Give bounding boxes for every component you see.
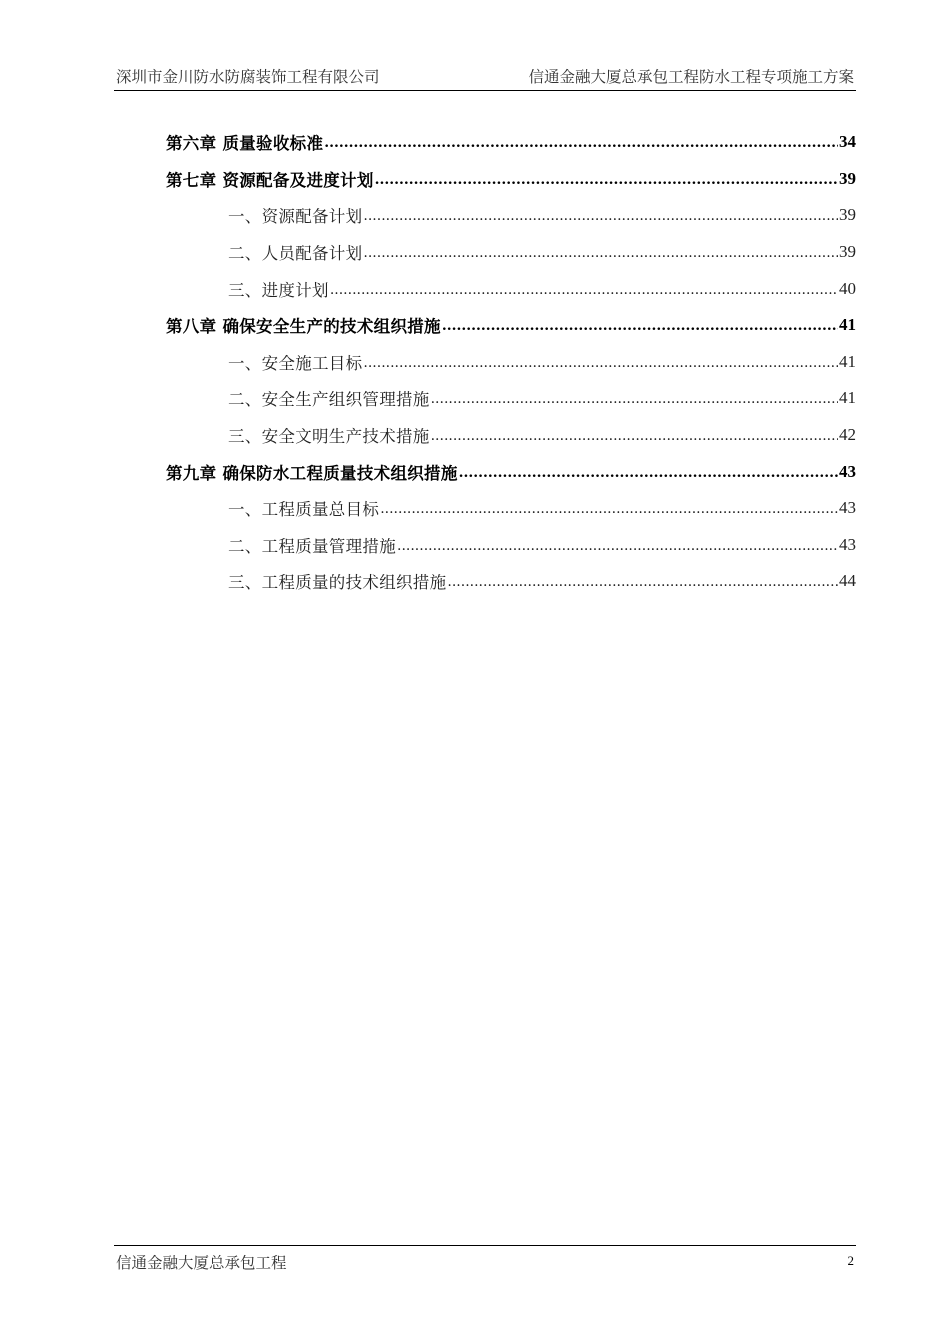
toc-entry-page: 44 (839, 571, 856, 591)
page-footer (114, 1245, 856, 1272)
toc-dot-leader (397, 538, 838, 554)
toc-entry-label: 第六章 质量验收标准 (166, 134, 324, 154)
toc-entry-page: 41 (839, 315, 856, 335)
toc-entry-label: 第九章 确保防水工程质量技术组织措施 (166, 463, 458, 483)
toc-entry[interactable] (166, 197, 856, 234)
toc-entry-label: 三、进度计划 (228, 280, 329, 300)
toc-dot-leader (447, 574, 838, 590)
toc-entry-label: 第八章 确保安全生产的技术组织措施 (166, 317, 441, 337)
toc-entry-page: 41 (839, 388, 856, 408)
toc-entry[interactable] (166, 527, 856, 564)
toc-entry-page: 43 (839, 498, 856, 518)
header-document-title: 信通金融大厦总承包工程防水工程专项施工方案 (528, 68, 854, 86)
toc-entry-page: 41 (839, 351, 856, 371)
toc-entry-page: 42 (839, 425, 856, 445)
toc-dot-leader (324, 135, 838, 151)
toc-entry[interactable] (166, 380, 856, 417)
toc-entry-label: 二、人员配备计划 (228, 244, 363, 264)
toc-dot-leader (375, 172, 838, 188)
toc-entry[interactable] (166, 417, 856, 454)
header-company: 深圳市金川防水防腐装饰工程有限公司 (116, 68, 380, 86)
toc-entry[interactable] (166, 124, 856, 161)
toc-dot-leader (459, 465, 838, 481)
toc-entry[interactable] (166, 270, 856, 307)
toc-dot-leader (380, 501, 838, 517)
toc-entry[interactable] (166, 234, 856, 271)
toc-dot-leader (431, 428, 838, 444)
toc-entry-label: 一、安全施工目标 (228, 353, 363, 373)
page-header (114, 66, 856, 91)
toc-entry-label: 一、资源配备计划 (228, 207, 363, 227)
toc-entry-label: 二、工程质量管理措施 (228, 536, 396, 556)
toc-entry[interactable] (166, 161, 856, 198)
toc-entry[interactable] (166, 344, 856, 381)
toc-entry-page: 43 (839, 461, 856, 481)
toc-entry-label: 一、工程质量总目标 (228, 500, 380, 520)
toc-entry-label: 二、安全生产组织管理措施 (228, 390, 430, 410)
toc-entry-page: 40 (839, 278, 856, 298)
toc-entry[interactable] (166, 453, 856, 490)
toc-dot-leader (363, 355, 838, 371)
toc-entry-page: 39 (839, 168, 856, 188)
toc-dot-leader (363, 245, 838, 261)
toc-entry-label: 第七章 资源配备及进度计划 (166, 170, 374, 190)
page-number: 2 (847, 1253, 854, 1268)
toc-entry-page: 39 (839, 242, 856, 262)
toc-entry[interactable] (166, 307, 856, 344)
toc-entry-label: 三、安全文明生产技术措施 (228, 427, 430, 447)
footer-project-name: 信通金融大厦总承包工程 (116, 1254, 287, 1272)
toc-dot-leader (442, 318, 838, 334)
toc-dot-leader (330, 282, 838, 298)
toc-entry-page: 34 (839, 132, 856, 152)
toc-entry-label: 三、工程质量的技术组织措施 (228, 573, 447, 593)
toc-dot-leader (363, 208, 838, 224)
toc-dot-leader (431, 391, 838, 407)
toc-entry-page: 43 (839, 534, 856, 554)
toc-entry[interactable] (166, 490, 856, 527)
toc-entry-page: 39 (839, 205, 856, 225)
table-of-contents (166, 124, 856, 600)
toc-entry[interactable] (166, 563, 856, 600)
